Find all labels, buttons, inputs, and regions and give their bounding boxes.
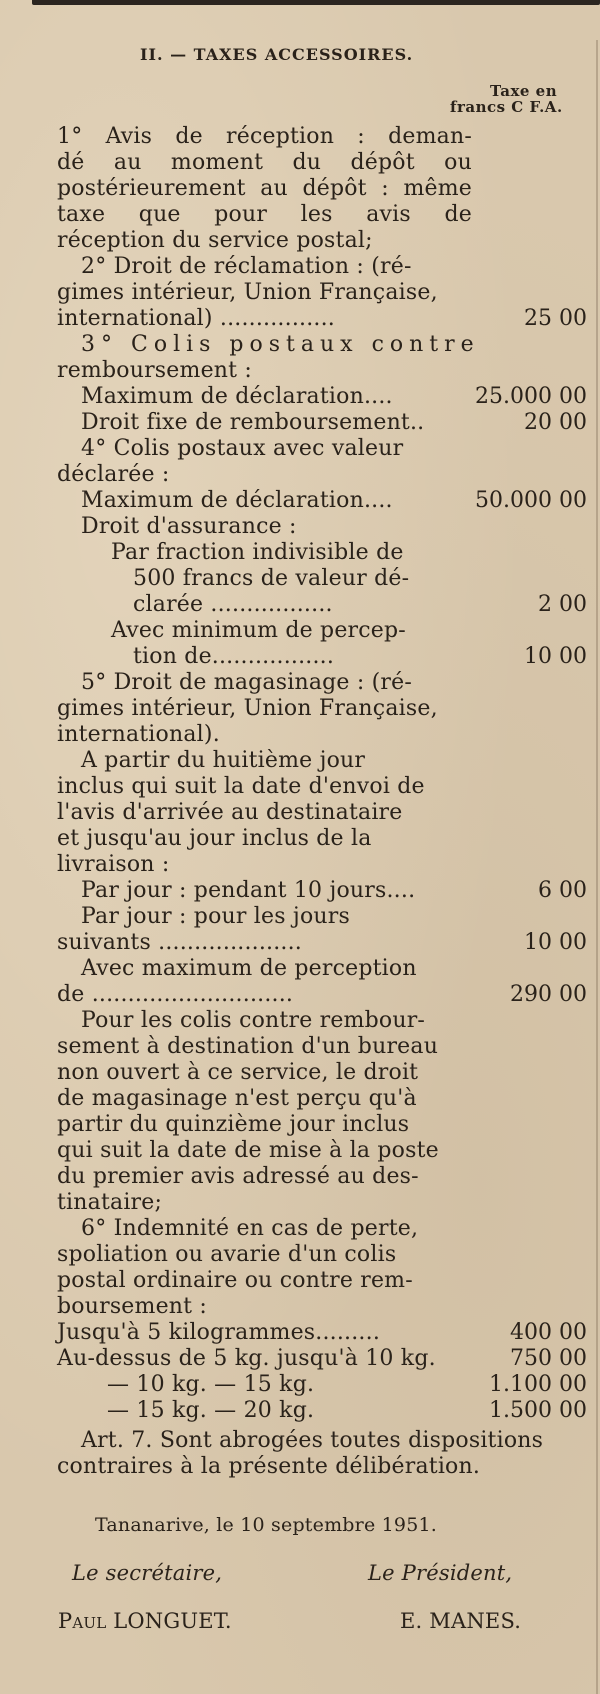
text-line: sement à destination d'un bureau <box>57 1034 439 1059</box>
text-line: Par fraction indivisible de <box>111 540 404 565</box>
text-line: qui suit la date de mise à la poste <box>57 1138 439 1163</box>
amount-value: 20 00 <box>524 410 587 435</box>
place-date: Tananarive, le 10 septembre 1951. <box>95 1514 438 1536</box>
text-line: spoliation ou avarie d'un colis <box>57 1242 397 1267</box>
signature-title-president: Le Président, <box>368 1561 513 1585</box>
text-line: Droit d'assurance : <box>81 514 297 539</box>
text-line: livraison : <box>57 852 170 877</box>
text-line: remboursement : <box>57 358 253 383</box>
amount-value: 1.500 00 <box>489 1398 587 1423</box>
text-line: Maximum de déclaration.... <box>81 384 393 409</box>
text-line: clarée ................. <box>133 592 333 617</box>
amount-value: 1.100 00 <box>489 1372 587 1397</box>
amount-value: 400 00 <box>510 1320 587 1345</box>
text-line: 5° Droit de magasinage : (ré- <box>81 670 412 695</box>
text-line: Jusqu'à 5 kilogrammes......... <box>57 1320 381 1345</box>
amount-value: 290 00 <box>510 982 587 1007</box>
section-heading: II. — TAXES ACCESSOIRES. <box>140 45 414 64</box>
text-line: 1° Avis de réception : deman- <box>57 124 472 149</box>
text-line: Maximum de déclaration.... <box>81 488 393 513</box>
text-line: 6° Indemnité en cas de perte, <box>81 1216 419 1241</box>
text-line: suivants .................... <box>57 930 302 955</box>
signature-title-secretary: Le secrétaire, <box>72 1561 223 1585</box>
amount-value: 2 00 <box>538 592 587 617</box>
text-line: du premier avis adressé au des- <box>57 1164 419 1189</box>
text-line: réception du service postal; <box>57 228 373 253</box>
text-line: 4° Colis postaux avec valeur <box>81 436 404 461</box>
text-line: Avec maximum de perception <box>81 956 417 981</box>
text-line: 2° Droit de réclamation : (ré- <box>81 254 412 279</box>
text-line: postérieurement au dépôt : même <box>57 176 472 201</box>
amount-value: 25.000 00 <box>475 384 587 409</box>
text-line: Au-dessus de 5 kg. jusqu'à 10 kg. <box>57 1346 436 1371</box>
text-line: postal ordinaire ou contre rem- <box>57 1268 413 1293</box>
text-line: Par jour : pour les jours <box>81 904 350 929</box>
text-line: de magasinage n'est perçu qu'à <box>57 1086 417 1111</box>
signature-name-president: E. MANES. <box>400 1609 522 1633</box>
column-header-line-2: francs C F.A. <box>450 98 563 116</box>
text-line: international). <box>57 722 220 747</box>
text-line: boursement : <box>57 1294 208 1319</box>
amount-value: 25 00 <box>524 306 587 331</box>
text-line: — 10 kg. — 15 kg. <box>107 1372 315 1397</box>
text-line: — 15 kg. — 20 kg. <box>107 1398 315 1423</box>
text-line: Avec minimum de percep- <box>111 618 406 643</box>
text-line: international) ................ <box>57 306 335 331</box>
text-line: taxe que pour les avis de <box>57 202 472 227</box>
text-line: Droit fixe de remboursement.. <box>81 410 425 435</box>
text-line: l'avis d'arrivée au destinataire <box>57 800 403 825</box>
text-line: tinataire; <box>57 1190 163 1215</box>
amount-value: 6 00 <box>538 878 587 903</box>
text-line: Par jour : pendant 10 jours.... <box>81 878 416 903</box>
text-line: A partir du huitième jour <box>81 748 366 773</box>
amount-value: 50.000 00 <box>475 488 587 513</box>
text-line: gimes intérieur, Union Française, <box>57 280 438 305</box>
text-line: gimes intérieur, Union Française, <box>57 696 438 721</box>
text-line: inclus qui suit la date d'envoi de <box>57 774 425 799</box>
text-line: non ouvert à ce service, le droit <box>57 1060 419 1085</box>
text-line: de ............................ <box>57 982 294 1007</box>
text-line: déclarée : <box>57 462 170 487</box>
amount-value: 750 00 <box>510 1346 587 1371</box>
signature-name-secretary: Paul LONGUET. <box>58 1609 232 1633</box>
text-line: Pour les colis contre rembour- <box>81 1008 426 1033</box>
text-line: contraires à la présente délibération. <box>57 1454 481 1479</box>
text-line: et jusqu'au jour inclus de la <box>57 826 372 851</box>
text-line: dé au moment du dépôt ou <box>57 150 472 175</box>
text-line: 3° Colis postaux contre <box>81 332 480 357</box>
amount-value: 10 00 <box>524 644 587 669</box>
text-line: Art. 7. Sont abrogées toutes dispositions <box>81 1428 544 1453</box>
text-line: partir du quinzième jour inclus <box>57 1112 410 1137</box>
text-line: tion de................. <box>133 644 335 669</box>
text-line: 500 francs de valeur dé- <box>133 566 410 591</box>
column-header-line-1: Taxe en <box>490 82 558 100</box>
amount-value: 10 00 <box>524 930 587 955</box>
